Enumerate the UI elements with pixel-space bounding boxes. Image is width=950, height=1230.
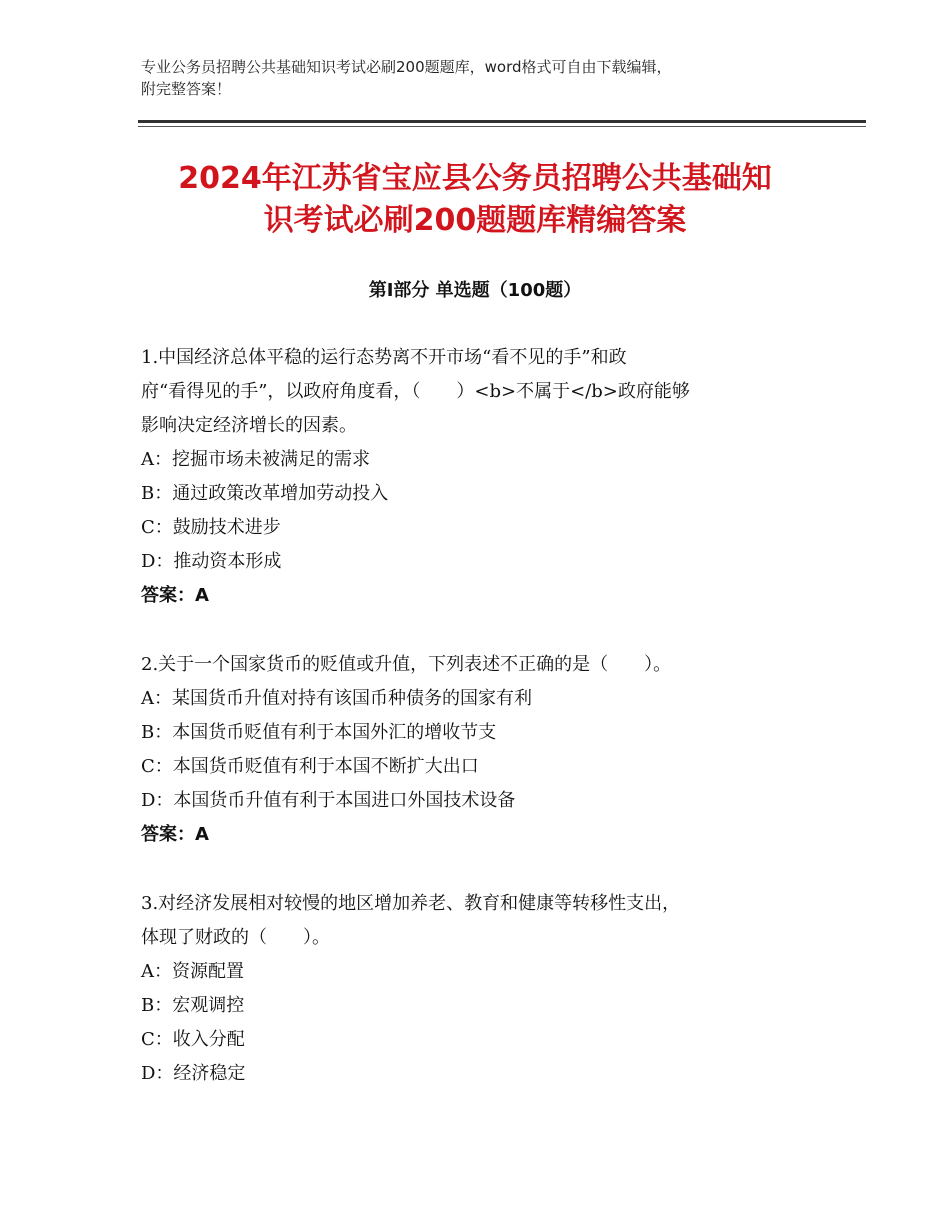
answer: 答案：A [141, 824, 209, 845]
question-2 [141, 648, 831, 852]
question-stem-line: 1.中国经济总体平稳的运行态势离不开市场“看不见的手”和政 [141, 347, 627, 368]
header-note-line-2: 附完整答案！ [141, 80, 232, 98]
option-d: D：经济稳定 [141, 1063, 246, 1084]
option-d: D：本国货币升值有利于本国进口外国技术设备 [141, 790, 516, 811]
question-3 [141, 887, 831, 1091]
option-d: D：推动资本形成 [141, 551, 282, 572]
option-c: C：收入分配 [141, 1029, 245, 1050]
question-stem-line: 府“看得见的手”，以政府角度看，（ ）<b>不属于</b>政府能够 [141, 381, 690, 402]
option-b: B：通过政策改革增加劳动投入 [141, 483, 389, 504]
header-divider-thin [138, 126, 866, 127]
option-b: B：本国货币贬值有利于本国外汇的增收节支 [141, 722, 497, 743]
option-a: A：资源配置 [141, 961, 244, 982]
question-stem-line: 2.关于一个国家货币的贬值或升值，下列表述不正确的是（ ）。 [141, 654, 672, 675]
option-a: A：某国货币升值对持有该国币种债务的国家有利 [141, 688, 532, 709]
question-stem-line: 体现了财政的（ ）。 [141, 927, 330, 948]
question-stem-line: 3.对经济发展相对较慢的地区增加养老、教育和健康等转移性支出， [141, 893, 681, 914]
section-heading: 第Ⅰ部分 单选题（100题） [368, 280, 582, 301]
option-c: C：本国货币贬值有利于本国不断扩大出口 [141, 756, 479, 777]
header-note [141, 56, 861, 100]
option-b: B：宏观调控 [141, 995, 245, 1016]
option-a: A：挖掘市场未被满足的需求 [141, 449, 370, 470]
question-1 [141, 341, 831, 613]
document-title-line-1: 2024年江苏省宝应县公务员招聘公共基础知 [178, 161, 772, 196]
answer: 答案：A [141, 585, 209, 606]
header-divider-thick [138, 120, 866, 123]
document-title [120, 158, 830, 242]
question-stem-line: 影响决定经济增长的因素。 [141, 415, 357, 436]
document-title-line-2: 识考试必刷200题题库精编答案 [263, 203, 687, 238]
option-c: C：鼓励技术进步 [141, 517, 281, 538]
header-note-line-1: 专业公务员招聘公共基础知识考试必刷200题题库，word格式可自由下载编辑， [141, 58, 672, 76]
